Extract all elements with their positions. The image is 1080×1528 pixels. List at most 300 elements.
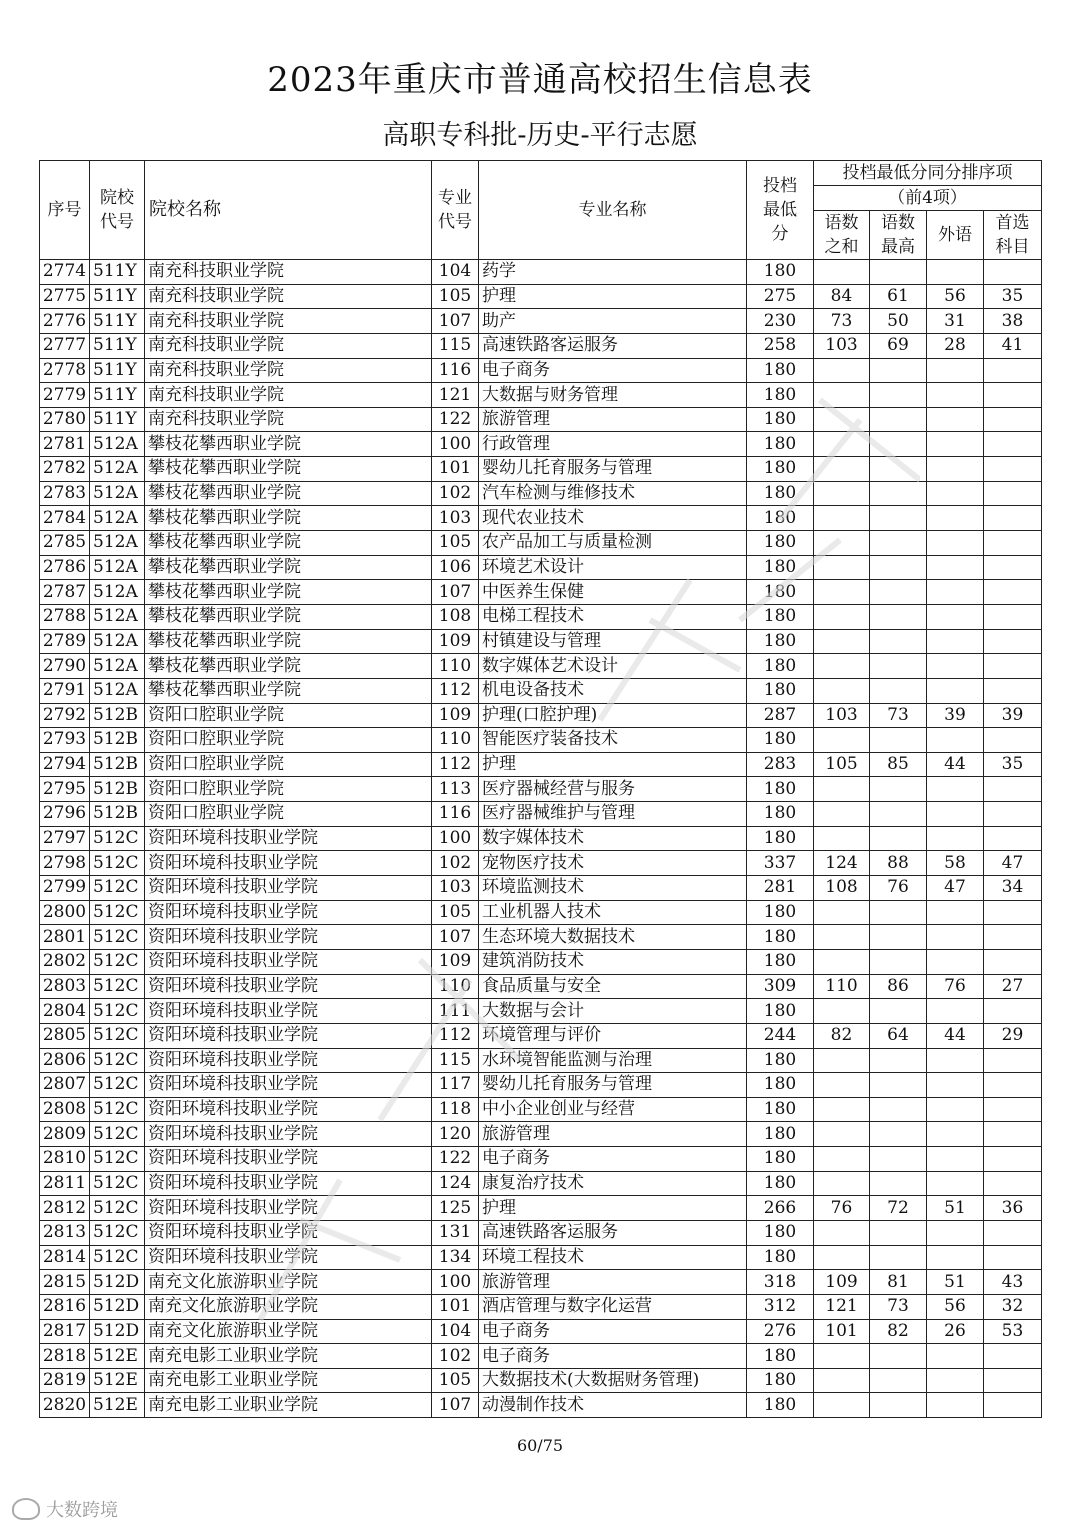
cell-major-name: 环境工程技术 — [479, 1245, 747, 1270]
cell-school-name: 南充文化旅游职业学院 — [145, 1319, 432, 1344]
cell-waiyu — [927, 457, 984, 482]
table-row — [40, 1097, 1042, 1122]
cell-school-name: 资阳环境科技职业学院 — [145, 1220, 432, 1245]
cell-yushu-sum — [814, 728, 870, 753]
cell-major-name: 农产品加工与质量检测 — [479, 531, 747, 556]
cell-major-code: 111 — [432, 999, 479, 1024]
cell-major-code: 107 — [432, 925, 479, 950]
cell-major-code: 116 — [432, 802, 479, 827]
cell-yushu-max — [870, 1097, 927, 1122]
cell-shouxuan: 34 — [984, 876, 1042, 901]
cell-seq: 2795 — [40, 777, 90, 802]
cell-school-code: 512B — [90, 802, 145, 827]
cell-major-name: 中小企业创业与经营 — [479, 1097, 747, 1122]
cell-min-score: 180 — [747, 925, 814, 950]
cell-school-code: 512C — [90, 1147, 145, 1172]
cell-yushu-max — [870, 629, 927, 654]
cell-waiyu — [927, 383, 984, 408]
cell-major-name: 高速铁路客运服务 — [479, 333, 747, 358]
cell-min-score: 180 — [747, 900, 814, 925]
cell-yushu-max — [870, 555, 927, 580]
cell-school-name: 南充科技职业学院 — [145, 407, 432, 432]
cell-major-code: 100 — [432, 432, 479, 457]
cell-yushu-max — [870, 604, 927, 629]
cell-yushu-sum — [814, 407, 870, 432]
cell-seq: 2779 — [40, 383, 90, 408]
cell-yushu-max: 69 — [870, 333, 927, 358]
table-row — [40, 900, 1042, 925]
cell-waiyu: 51 — [927, 1196, 984, 1221]
cell-seq: 2792 — [40, 703, 90, 728]
cell-school-name: 攀枝花攀西职业学院 — [145, 629, 432, 654]
cell-seq: 2804 — [40, 999, 90, 1024]
cell-school-name: 攀枝花攀西职业学院 — [145, 531, 432, 556]
cell-major-code: 110 — [432, 654, 479, 679]
cell-seq: 2809 — [40, 1122, 90, 1147]
cell-shouxuan: 41 — [984, 333, 1042, 358]
cell-shouxuan — [984, 900, 1042, 925]
cell-school-code: 511Y — [90, 358, 145, 383]
cell-school-name: 资阳环境科技职业学院 — [145, 1097, 432, 1122]
cell-seq: 2807 — [40, 1073, 90, 1098]
cell-yushu-sum — [814, 826, 870, 851]
cell-seq: 2799 — [40, 876, 90, 901]
cell-major-name: 生态环境大数据技术 — [479, 925, 747, 950]
cell-waiyu — [927, 949, 984, 974]
cell-seq: 2784 — [40, 506, 90, 531]
cell-min-score: 180 — [747, 1393, 814, 1418]
cell-shouxuan — [984, 949, 1042, 974]
cell-waiyu — [927, 777, 984, 802]
cell-school-name: 资阳环境科技职业学院 — [145, 925, 432, 950]
cell-major-name: 机电设备技术 — [479, 678, 747, 703]
cell-shouxuan — [984, 1048, 1042, 1073]
cell-seq: 2820 — [40, 1393, 90, 1418]
cell-school-code: 512C — [90, 1122, 145, 1147]
cell-yushu-sum: 124 — [814, 851, 870, 876]
cell-yushu-max — [870, 383, 927, 408]
table-row — [40, 802, 1042, 827]
table-row — [40, 260, 1042, 285]
cell-major-code: 115 — [432, 333, 479, 358]
table-row — [40, 703, 1042, 728]
cell-major-name: 环境艺术设计 — [479, 555, 747, 580]
cell-major-name: 药学 — [479, 260, 747, 285]
cell-school-name: 攀枝花攀西职业学院 — [145, 457, 432, 482]
cell-yushu-sum — [814, 629, 870, 654]
cell-major-code: 107 — [432, 309, 479, 334]
cell-school-code: 512A — [90, 432, 145, 457]
table-row — [40, 876, 1042, 901]
cell-major-code: 115 — [432, 1048, 479, 1073]
cell-seq: 2810 — [40, 1147, 90, 1172]
cell-school-code: 511Y — [90, 309, 145, 334]
cell-waiyu — [927, 826, 984, 851]
cell-seq: 2802 — [40, 949, 90, 974]
cell-major-code: 112 — [432, 752, 479, 777]
cell-school-code: 512C — [90, 1171, 145, 1196]
cell-seq: 2818 — [40, 1344, 90, 1369]
cell-major-name: 电子商务 — [479, 1147, 747, 1172]
cell-school-name: 资阳口腔职业学院 — [145, 802, 432, 827]
cell-school-name: 资阳环境科技职业学院 — [145, 1171, 432, 1196]
cell-major-name: 汽车检测与维修技术 — [479, 481, 747, 506]
table-row — [40, 604, 1042, 629]
cell-major-code: 105 — [432, 284, 479, 309]
cell-seq: 2778 — [40, 358, 90, 383]
cell-school-code: 512E — [90, 1368, 145, 1393]
cell-shouxuan: 35 — [984, 752, 1042, 777]
cell-yushu-max: 61 — [870, 284, 927, 309]
cell-waiyu — [927, 1171, 984, 1196]
cell-school-name: 攀枝花攀西职业学院 — [145, 555, 432, 580]
cell-min-score: 258 — [747, 333, 814, 358]
cell-major-name: 护理 — [479, 752, 747, 777]
cell-shouxuan — [984, 678, 1042, 703]
table-row — [40, 752, 1042, 777]
cell-seq: 2796 — [40, 802, 90, 827]
cell-school-code: 512A — [90, 678, 145, 703]
cell-school-name: 资阳环境科技职业学院 — [145, 1048, 432, 1073]
cell-shouxuan: 29 — [984, 1023, 1042, 1048]
cell-major-name: 现代农业技术 — [479, 506, 747, 531]
cell-yushu-sum — [814, 531, 870, 556]
table-row — [40, 358, 1042, 383]
cell-yushu-sum — [814, 1171, 870, 1196]
cell-yushu-max: 88 — [870, 851, 927, 876]
cell-min-score: 244 — [747, 1023, 814, 1048]
cell-shouxuan: 32 — [984, 1294, 1042, 1319]
cell-yushu-sum: 109 — [814, 1270, 870, 1295]
cell-major-code: 120 — [432, 1122, 479, 1147]
cell-major-name: 电子商务 — [479, 1319, 747, 1344]
cell-major-name: 动漫制作技术 — [479, 1393, 747, 1418]
cell-yushu-max — [870, 481, 927, 506]
cell-shouxuan — [984, 383, 1042, 408]
cell-min-score: 180 — [747, 260, 814, 285]
table-row — [40, 1122, 1042, 1147]
cell-school-name: 南充科技职业学院 — [145, 358, 432, 383]
cell-yushu-max — [870, 999, 927, 1024]
cell-yushu-sum — [814, 383, 870, 408]
cell-shouxuan — [984, 1073, 1042, 1098]
cell-major-name: 智能医疗装备技术 — [479, 728, 747, 753]
cell-school-name: 资阳环境科技职业学院 — [145, 851, 432, 876]
table-row — [40, 284, 1042, 309]
cell-school-name: 南充科技职业学院 — [145, 284, 432, 309]
cell-seq: 2806 — [40, 1048, 90, 1073]
table-row — [40, 974, 1042, 999]
cell-waiyu: 26 — [927, 1319, 984, 1344]
table-row — [40, 1368, 1042, 1393]
cell-school-name: 资阳环境科技职业学院 — [145, 900, 432, 925]
cell-school-name: 攀枝花攀西职业学院 — [145, 604, 432, 629]
cell-major-name: 行政管理 — [479, 432, 747, 457]
cell-yushu-max — [870, 1073, 927, 1098]
cell-school-name: 南充电影工业职业学院 — [145, 1393, 432, 1418]
table-row — [40, 1171, 1042, 1196]
cell-yushu-sum: 84 — [814, 284, 870, 309]
table-row — [40, 1393, 1042, 1418]
cell-major-name: 电子商务 — [479, 358, 747, 383]
cell-min-score: 180 — [747, 604, 814, 629]
cell-min-score: 312 — [747, 1294, 814, 1319]
table-row — [40, 826, 1042, 851]
header-major-code: 专业代号 — [432, 161, 479, 260]
cell-school-code: 512D — [90, 1319, 145, 1344]
cell-seq: 2781 — [40, 432, 90, 457]
cell-shouxuan — [984, 1171, 1042, 1196]
cell-yushu-max — [870, 432, 927, 457]
cell-waiyu: 44 — [927, 1023, 984, 1048]
cell-yushu-max: 85 — [870, 752, 927, 777]
cell-school-name: 资阳口腔职业学院 — [145, 728, 432, 753]
cell-major-name: 护理(口腔护理) — [479, 703, 747, 728]
table-row — [40, 1196, 1042, 1221]
cell-yushu-max — [870, 949, 927, 974]
cell-shouxuan — [984, 457, 1042, 482]
cell-school-code: 512B — [90, 728, 145, 753]
cell-yushu-sum — [814, 678, 870, 703]
cell-yushu-max — [870, 777, 927, 802]
cell-major-code: 131 — [432, 1220, 479, 1245]
cell-major-code: 112 — [432, 1023, 479, 1048]
cell-yushu-sum — [814, 1220, 870, 1245]
cell-major-name: 数字媒体技术 — [479, 826, 747, 851]
cell-yushu-sum — [814, 1048, 870, 1073]
cell-yushu-sum: 103 — [814, 333, 870, 358]
header-waiyu: 外语 — [927, 211, 984, 260]
cell-major-name: 酒店管理与数字化运营 — [479, 1294, 747, 1319]
cell-major-name: 大数据与财务管理 — [479, 383, 747, 408]
cell-major-code: 106 — [432, 555, 479, 580]
cell-min-score: 309 — [747, 974, 814, 999]
cell-school-code: 512C — [90, 900, 145, 925]
table-row — [40, 531, 1042, 556]
cell-yushu-sum: 110 — [814, 974, 870, 999]
cell-major-name: 高速铁路客运服务 — [479, 1220, 747, 1245]
cell-yushu-max — [870, 1344, 927, 1369]
cell-major-name: 村镇建设与管理 — [479, 629, 747, 654]
cell-shouxuan — [984, 925, 1042, 950]
cell-school-name: 资阳环境科技职业学院 — [145, 1196, 432, 1221]
cell-min-score: 180 — [747, 481, 814, 506]
cell-major-code: 118 — [432, 1097, 479, 1122]
cell-min-score: 287 — [747, 703, 814, 728]
cell-school-name: 攀枝花攀西职业学院 — [145, 654, 432, 679]
cell-waiyu: 58 — [927, 851, 984, 876]
cell-shouxuan — [984, 1097, 1042, 1122]
cell-major-name: 旅游管理 — [479, 407, 747, 432]
cell-min-score: 180 — [747, 826, 814, 851]
cell-seq: 2816 — [40, 1294, 90, 1319]
cell-major-name: 护理 — [479, 284, 747, 309]
cell-major-code: 125 — [432, 1196, 479, 1221]
cell-school-code: 512A — [90, 629, 145, 654]
cell-yushu-max — [870, 1147, 927, 1172]
cell-school-code: 512A — [90, 506, 145, 531]
cell-major-code: 110 — [432, 728, 479, 753]
cell-min-score: 180 — [747, 580, 814, 605]
cell-yushu-sum — [814, 506, 870, 531]
cell-yushu-max — [870, 826, 927, 851]
cell-major-name: 大数据与会计 — [479, 999, 747, 1024]
cell-waiyu — [927, 555, 984, 580]
cell-min-score: 180 — [747, 654, 814, 679]
cell-major-name: 婴幼儿托育服务与管理 — [479, 1073, 747, 1098]
cell-yushu-sum — [814, 481, 870, 506]
cell-yushu-max — [870, 654, 927, 679]
cell-min-score: 180 — [747, 383, 814, 408]
cell-school-name: 南充科技职业学院 — [145, 260, 432, 285]
cell-yushu-sum — [814, 999, 870, 1024]
cell-seq: 2811 — [40, 1171, 90, 1196]
brand-logo-icon — [12, 1498, 40, 1520]
cell-waiyu — [927, 1393, 984, 1418]
table-row — [40, 728, 1042, 753]
cell-school-code: 512D — [90, 1294, 145, 1319]
cell-seq: 2798 — [40, 851, 90, 876]
cell-yushu-max: 81 — [870, 1270, 927, 1295]
header-shouxuan: 首选科目 — [984, 211, 1042, 260]
cell-yushu-max — [870, 1368, 927, 1393]
table-row — [40, 999, 1042, 1024]
cell-waiyu — [927, 629, 984, 654]
cell-school-name: 资阳口腔职业学院 — [145, 752, 432, 777]
table-row — [40, 506, 1042, 531]
cell-major-name: 数字媒体艺术设计 — [479, 654, 747, 679]
cell-school-code: 512C — [90, 925, 145, 950]
cell-yushu-sum — [814, 1122, 870, 1147]
cell-major-code: 103 — [432, 876, 479, 901]
cell-yushu-sum — [814, 949, 870, 974]
cell-waiyu — [927, 506, 984, 531]
cell-school-name: 南充科技职业学院 — [145, 383, 432, 408]
cell-yushu-sum: 108 — [814, 876, 870, 901]
cell-yushu-sum: 105 — [814, 752, 870, 777]
cell-school-name: 资阳环境科技职业学院 — [145, 1122, 432, 1147]
cell-seq: 2815 — [40, 1270, 90, 1295]
cell-waiyu — [927, 1368, 984, 1393]
cell-major-code: 116 — [432, 358, 479, 383]
cell-waiyu: 56 — [927, 284, 984, 309]
cell-shouxuan — [984, 802, 1042, 827]
cell-min-score: 180 — [747, 1073, 814, 1098]
footer-watermark-text: 大数跨境 — [46, 1500, 118, 1521]
table-body — [40, 260, 1042, 1418]
cell-yushu-max — [870, 580, 927, 605]
cell-seq: 2775 — [40, 284, 90, 309]
cell-min-score: 276 — [747, 1319, 814, 1344]
cell-major-code: 100 — [432, 1270, 479, 1295]
cell-shouxuan — [984, 407, 1042, 432]
cell-shouxuan: 27 — [984, 974, 1042, 999]
cell-school-code: 512B — [90, 777, 145, 802]
cell-yushu-max: 50 — [870, 309, 927, 334]
cell-waiyu: 76 — [927, 974, 984, 999]
cell-school-name: 攀枝花攀西职业学院 — [145, 580, 432, 605]
cell-major-code: 108 — [432, 604, 479, 629]
header-school-code: 院校代号 — [90, 161, 145, 260]
cell-school-name: 攀枝花攀西职业学院 — [145, 678, 432, 703]
cell-seq: 2787 — [40, 580, 90, 605]
cell-yushu-max — [870, 1122, 927, 1147]
cell-yushu-sum — [814, 777, 870, 802]
cell-min-score: 180 — [747, 1368, 814, 1393]
cell-major-code: 101 — [432, 1294, 479, 1319]
cell-waiyu — [927, 999, 984, 1024]
cell-major-name: 环境管理与评价 — [479, 1023, 747, 1048]
cell-school-code: 512C — [90, 1220, 145, 1245]
cell-yushu-sum — [814, 1368, 870, 1393]
table-row — [40, 383, 1042, 408]
cell-seq: 2786 — [40, 555, 90, 580]
cell-yushu-max — [870, 1220, 927, 1245]
cell-waiyu — [927, 260, 984, 285]
cell-waiyu — [927, 1344, 984, 1369]
cell-yushu-sum — [814, 1245, 870, 1270]
cell-major-name: 大数据技术(大数据财务管理) — [479, 1368, 747, 1393]
cell-school-code: 512C — [90, 876, 145, 901]
footer-watermark — [12, 1496, 118, 1522]
cell-yushu-sum: 73 — [814, 309, 870, 334]
cell-min-score: 283 — [747, 752, 814, 777]
cell-shouxuan — [984, 506, 1042, 531]
table-row — [40, 629, 1042, 654]
cell-yushu-max — [870, 802, 927, 827]
cell-shouxuan — [984, 358, 1042, 383]
cell-major-name: 旅游管理 — [479, 1122, 747, 1147]
cell-shouxuan — [984, 1245, 1042, 1270]
cell-school-code: 512C — [90, 1023, 145, 1048]
cell-school-code: 512A — [90, 555, 145, 580]
cell-yushu-sum — [814, 1097, 870, 1122]
table-header — [40, 161, 1042, 260]
header-major-name: 专业名称 — [479, 161, 747, 260]
cell-major-code: 109 — [432, 703, 479, 728]
cell-waiyu — [927, 1245, 984, 1270]
cell-yushu-max — [870, 457, 927, 482]
header-min-score: 投档最低分 — [747, 161, 814, 260]
cell-min-score: 275 — [747, 284, 814, 309]
cell-yushu-sum — [814, 1073, 870, 1098]
cell-school-name: 资阳环境科技职业学院 — [145, 1023, 432, 1048]
cell-shouxuan — [984, 1393, 1042, 1418]
cell-school-code: 512C — [90, 949, 145, 974]
cell-school-code: 512B — [90, 752, 145, 777]
cell-yushu-max — [870, 260, 927, 285]
cell-major-code: 102 — [432, 1344, 479, 1369]
cell-seq: 2812 — [40, 1196, 90, 1221]
cell-shouxuan — [984, 531, 1042, 556]
cell-school-name: 资阳口腔职业学院 — [145, 703, 432, 728]
cell-major-code: 107 — [432, 1393, 479, 1418]
cell-min-score: 180 — [747, 407, 814, 432]
cell-waiyu: 31 — [927, 309, 984, 334]
cell-seq: 2789 — [40, 629, 90, 654]
cell-min-score: 180 — [747, 949, 814, 974]
table-row — [40, 654, 1042, 679]
cell-school-name: 资阳环境科技职业学院 — [145, 1073, 432, 1098]
page-subtitle: 高职专科批-历史-平行志愿 — [382, 120, 698, 151]
cell-seq: 2817 — [40, 1319, 90, 1344]
cell-yushu-sum — [814, 900, 870, 925]
cell-yushu-max: 86 — [870, 974, 927, 999]
cell-shouxuan — [984, 1220, 1042, 1245]
cell-major-code: 105 — [432, 531, 479, 556]
cell-school-code: 511Y — [90, 260, 145, 285]
cell-seq: 2791 — [40, 678, 90, 703]
